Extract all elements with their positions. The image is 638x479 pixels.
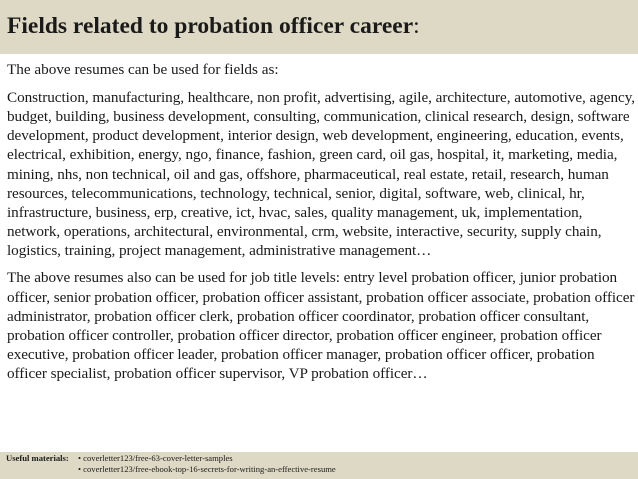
- title-bar: [0, 0, 638, 54]
- footer-label: [6, 453, 78, 464]
- fields-paragraph: Construction, manufacturing, healthcare, non profit, advertising, agile, architecture, automotive, agency, budget, building, business development, consulting, communication, clinical research, design, software development, product development, interior design, web development, engineering, education, events, electrical, exhibition, energy, ngo, finance, fashion, green card, oil gas, hospital, it, marketing, media, mining, nhs, non technical, oil and gas, offshore, pharmaceutical, real estate, retail, research, human resources, telecommunications, technology, technical, senior, digital, software, web, clinical, hr, infrastructure, business, erp, creative, ict, hvac, sales, quality management, uk, implementation, network, operations, architectural, environmental, crm, website, interactive, security, supply chain, logistics, training, project management, administrative management…: [7, 89, 635, 260]
- page-title-colon: :: [413, 13, 420, 39]
- page-title: [7, 13, 638, 40]
- footer-label-separator: :: [65, 453, 69, 463]
- footer-link-ebook[interactable]: • coverletter123/free-ebook-top-16-secrets-for-writing-an-effective-resume: [78, 464, 336, 474]
- footer-row-1: [6, 453, 638, 464]
- footer-label-text: Useful materials: [6, 453, 66, 463]
- page-title-text: Fields related to probation officer career: [7, 13, 414, 39]
- intro-text: The above resumes can be used for fields as:: [7, 61, 279, 78]
- main-content: [7, 60, 635, 383]
- footer-row-2: [6, 464, 638, 475]
- footer-link-cover-letter-samples[interactable]: • coverletter123/free-63-cover-letter-samples: [78, 453, 233, 463]
- job-levels-paragraph: The above resumes also can be used for job title levels: entry level probation officer, junior probation officer, senior probation officer, probation officer assistant, probation officer associate, probation officer administrator, probation officer clerk, probation officer coordinator, probation officer consultant, probation officer controller, probation officer director, probation officer engineer, probation officer executive, probation officer leader, probation officer manager, probation officer officer, probation officer specialist, probation officer supervisor, VP probation officer…: [7, 269, 635, 383]
- footer-bar: [0, 452, 638, 479]
